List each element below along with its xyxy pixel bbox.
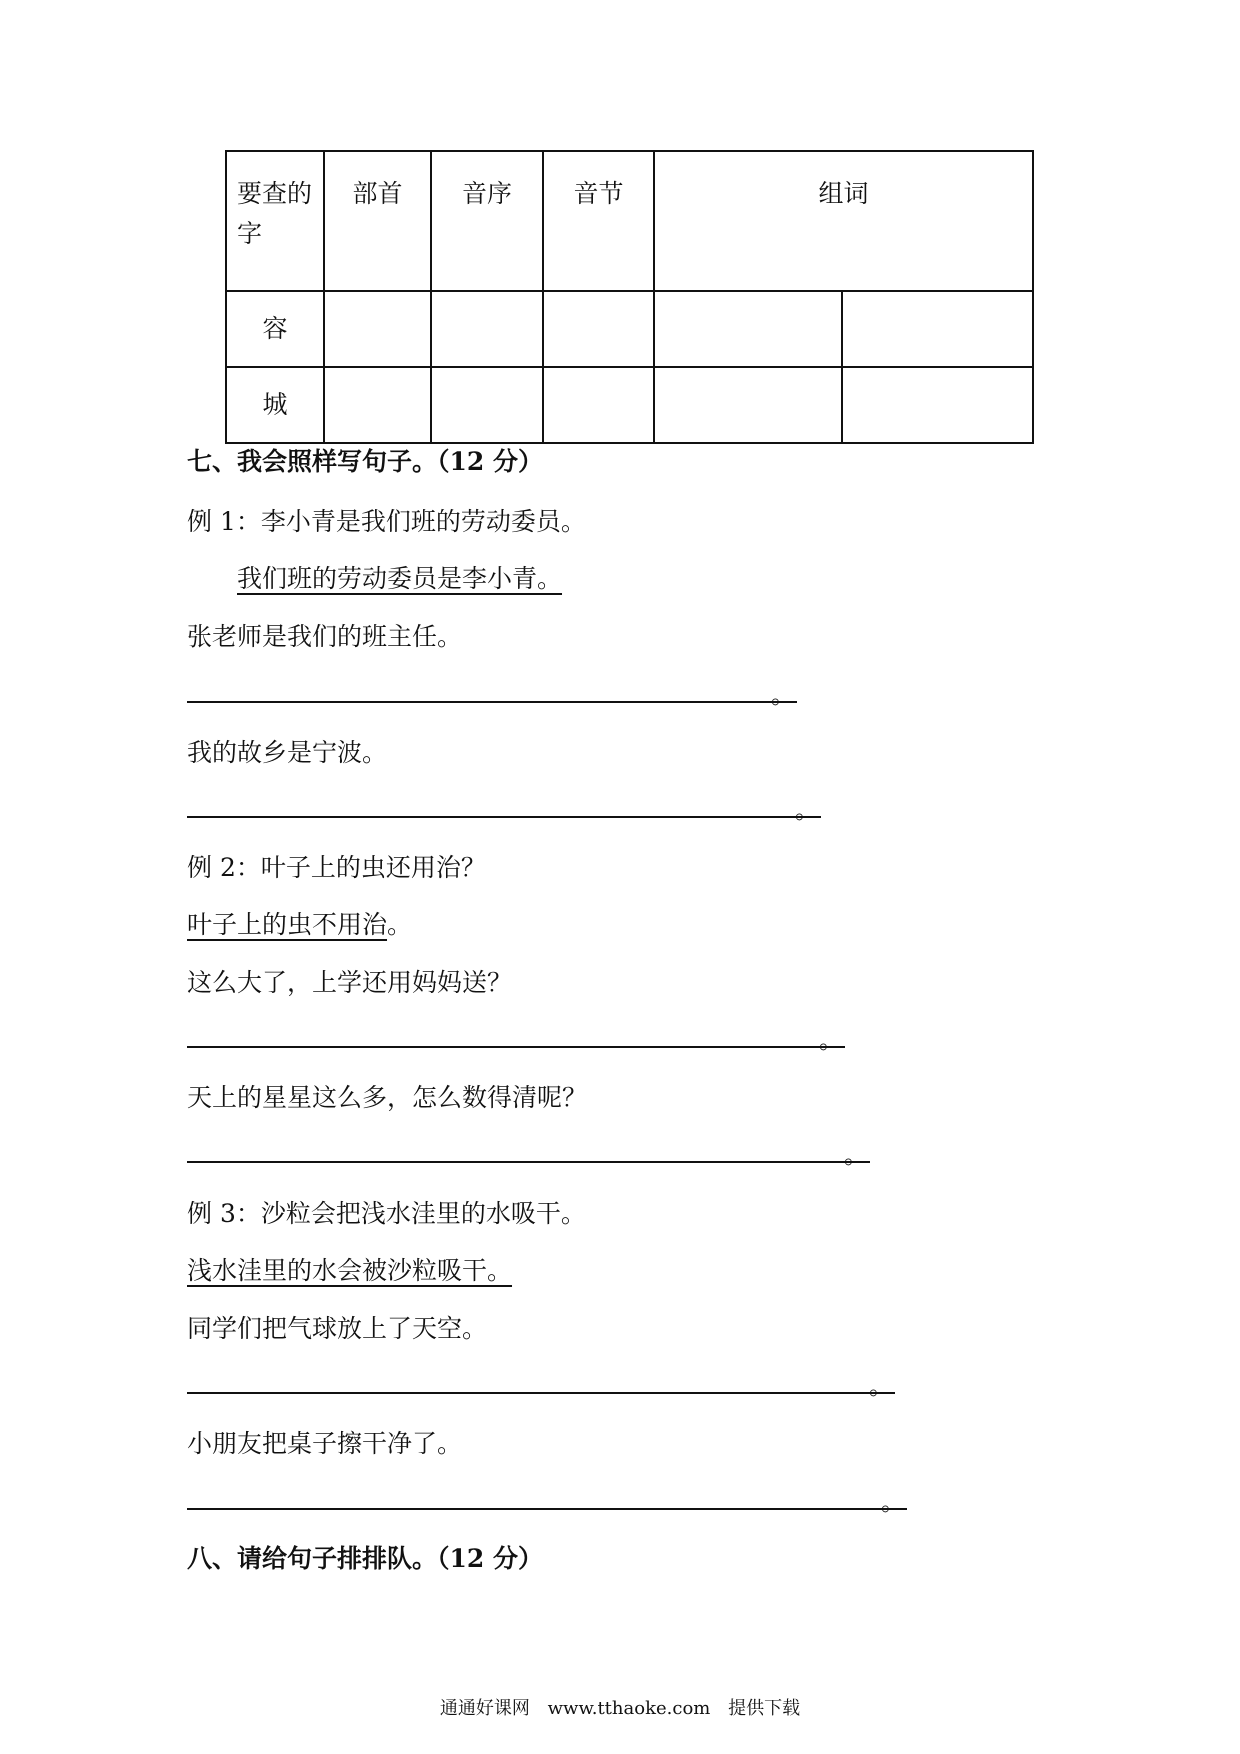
table-row bbox=[226, 367, 1033, 443]
example1-label: 例 1：李小青是我们班的劳动委员。 bbox=[187, 507, 586, 536]
header-initial: 音序 bbox=[431, 151, 543, 291]
period-mark: 。 bbox=[881, 1488, 905, 1516]
answer-line[interactable] bbox=[187, 816, 821, 818]
task-sentence: 我的故乡是宁波。 bbox=[187, 738, 388, 767]
example3-answer: 浅水洼里的水会被沙粒吸干。 bbox=[187, 1256, 513, 1285]
answer-cell[interactable] bbox=[431, 291, 543, 367]
page-footer bbox=[0, 1697, 1240, 1721]
answer-cell[interactable] bbox=[543, 367, 654, 443]
answer-cell[interactable] bbox=[654, 291, 842, 367]
header-radical: 部首 bbox=[324, 151, 431, 291]
header-words: 组词 bbox=[654, 151, 1033, 291]
period-mark: 。 bbox=[819, 1026, 843, 1054]
table-header-row bbox=[226, 151, 1033, 291]
dictionary-lookup-table bbox=[225, 150, 1034, 444]
answer-cell[interactable] bbox=[543, 291, 654, 367]
answer-cell[interactable] bbox=[431, 367, 543, 443]
example2-label: 例 2：叶子上的虫还用治？ bbox=[187, 853, 486, 882]
example3-label: 例 3：沙粒会把浅水洼里的水吸干。 bbox=[187, 1199, 586, 1228]
section8-title: 八、请给句子排排队。（12 分） bbox=[187, 1544, 543, 1573]
task-sentence: 张老师是我们的班主任。 bbox=[187, 622, 463, 651]
answer-cell[interactable] bbox=[324, 367, 431, 443]
answer-cell[interactable] bbox=[324, 291, 431, 367]
example2-answer bbox=[187, 909, 412, 941]
row-char: 容 bbox=[226, 291, 324, 367]
period-mark: 。 bbox=[795, 796, 819, 824]
answer-cell[interactable] bbox=[654, 367, 842, 443]
header-char: 要查的字 bbox=[226, 151, 324, 291]
task-sentence: 小朋友把桌子擦干净了。 bbox=[187, 1429, 463, 1458]
header-syllable: 音节 bbox=[543, 151, 654, 291]
answer-line[interactable] bbox=[187, 1392, 895, 1394]
section7-title: 七、我会照样写句子。（12 分） bbox=[187, 447, 543, 476]
example2-answer-end: 。 bbox=[387, 910, 413, 939]
answer-cell[interactable] bbox=[842, 367, 1033, 443]
example1-answer: 我们班的劳动委员是李小青。 bbox=[237, 564, 563, 593]
answer-line[interactable] bbox=[187, 701, 797, 703]
period-mark: 。 bbox=[869, 1372, 893, 1400]
answer-line[interactable] bbox=[187, 1161, 870, 1163]
table-row bbox=[226, 291, 1033, 367]
footer-suffix: 提供下载 bbox=[728, 1698, 801, 1719]
period-mark: 。 bbox=[771, 681, 795, 709]
task-sentence: 天上的星星这么多，怎么数得清呢？ bbox=[187, 1083, 588, 1112]
answer-line[interactable] bbox=[187, 1508, 907, 1510]
footer-site-name: 通通好课网 bbox=[439, 1698, 530, 1719]
footer-url[interactable]: www.tthaoke.com bbox=[547, 1698, 711, 1719]
task-sentence: 这么大了，上学还用妈妈送？ bbox=[187, 968, 513, 997]
row-char: 城 bbox=[226, 367, 324, 443]
period-mark: 。 bbox=[844, 1141, 868, 1169]
answer-line[interactable] bbox=[187, 1046, 845, 1048]
example2-answer-text: 叶子上的虫不用治 bbox=[187, 910, 388, 939]
answer-cell[interactable] bbox=[842, 291, 1033, 367]
task-sentence: 同学们把气球放上了天空。 bbox=[187, 1314, 488, 1343]
